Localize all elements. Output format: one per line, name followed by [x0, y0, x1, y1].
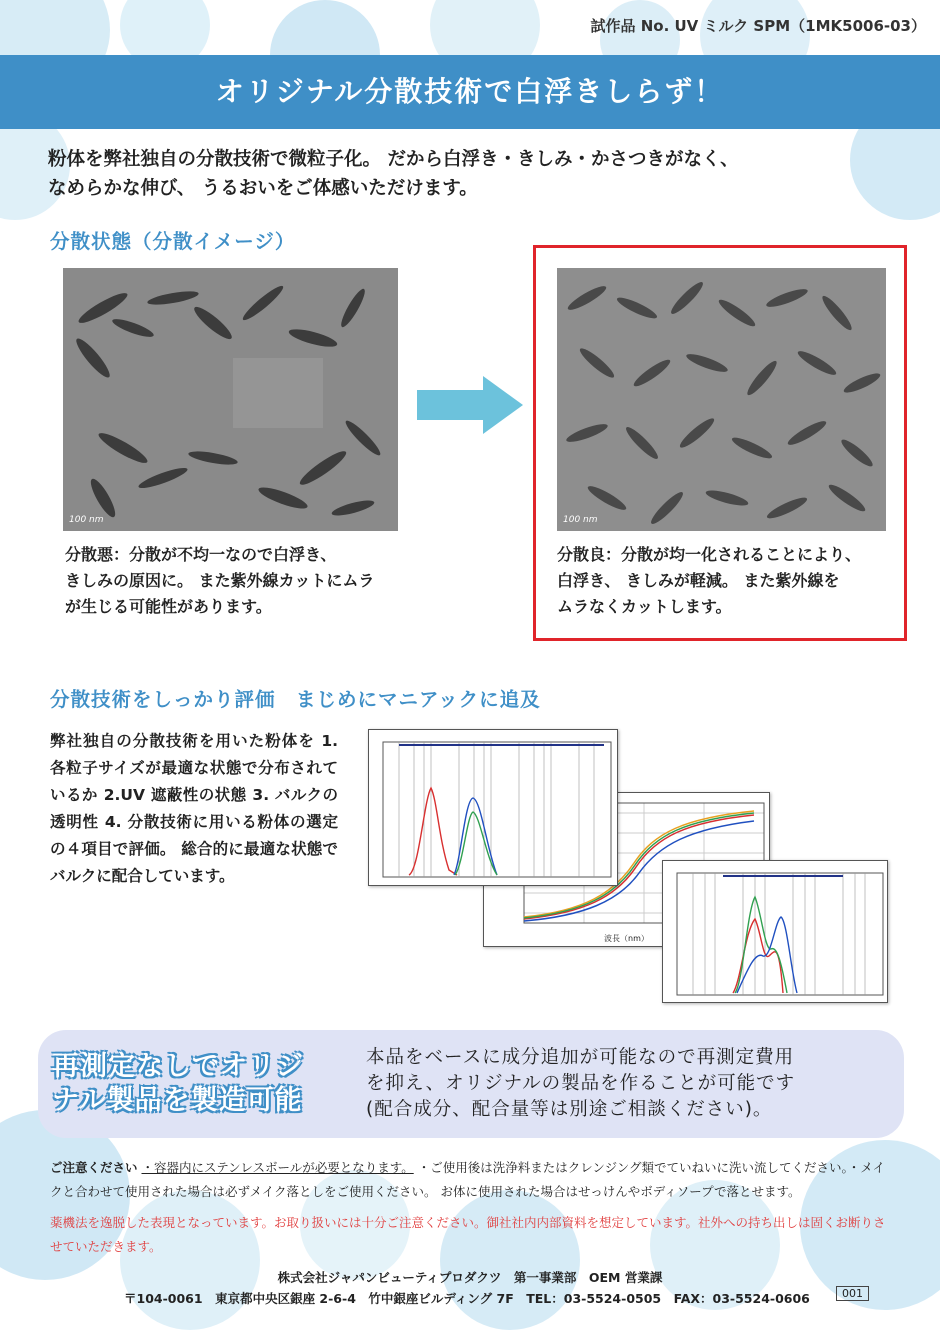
callout-headline — [52, 1050, 352, 1118]
intro-text — [48, 145, 908, 203]
legal-warning: 薬機法を逸脱した表現となっています。お取り扱いには十分ご注意ください。御社社内内部資料を想定しています。社外への持ち出しは固くお断りさせていただきます。 — [50, 1215, 886, 1254]
notes-rest: ・ご使用後は洗浄料またはクレンジング類でていねいに洗い流してください。・メイクと合わせて使用された場合は必ずメイク落としをご使用ください。 お体に使用された場合はせっけんやボディソープで落とせます。 — [50, 1160, 886, 1199]
title-banner — [0, 55, 940, 129]
tem-image-good-dispersion — [557, 268, 886, 531]
callout-text-line-2: を抑え、オリジナルの製品を作ることが可能です — [366, 1073, 796, 1094]
caption-good-line-2: 白浮き、 きしみが軽減。 また紫外線を — [557, 571, 840, 590]
callout-text-line-1: 本品をベースに成分追加が可能なので再測定費用 — [366, 1047, 795, 1068]
caption-good-line-1: 分散良：分散が均一化されることにより、 — [557, 545, 862, 564]
intro-line-1: 粉体を弊社独自の分散技術で微粒子化。 だから白浮き・きしみ・かさつきがなく、 — [48, 149, 739, 170]
company-address: 〒104-0061 東京都中央区銀座 2-6-4 竹中銀座ビルディング 7F TEL：03-5524-0505 FAX：03-5524-0606 — [124, 1291, 810, 1306]
intro-line-2: なめらかな伸び、 うるおいをご体感いただけます。 — [48, 178, 478, 199]
scale-bar-label: 100 nm — [563, 515, 598, 525]
particle-size-plot-1 — [369, 730, 617, 885]
arrow-right-icon — [417, 376, 527, 438]
callout-headline-line-1: 再測定なしでオリジ — [52, 1051, 304, 1082]
company-name: 株式会社ジャパンビューティプロダクツ 第一事業部 OEM 営業課 — [277, 1270, 663, 1285]
caption-bad-line-1: 分散悪：分散が不均一なので白浮き、 — [65, 545, 337, 564]
particle-size-graph-1 — [368, 729, 618, 886]
callout-text — [366, 1045, 896, 1123]
particle-size-graph-2 — [662, 860, 888, 1003]
graph2-xlabel: 波長（nm） — [604, 934, 649, 943]
tem-particles-good — [557, 268, 886, 531]
caption-bad-line-2: きしみの原因に。 また紫外線カットにムラ — [65, 571, 375, 590]
caption-bad-line-3: が生じる可能性があります。 — [65, 597, 272, 616]
caption-good-dispersion — [557, 542, 861, 620]
particle-size-plot-2 — [663, 861, 887, 1002]
caption-bad-dispersion — [65, 542, 374, 620]
page-title: オリジナル分散技術で白浮きしらず！ — [215, 75, 725, 108]
evaluation-description: 弊社独自の分散技術を用いた粉体を 1. 各粒子サイズが最適な状態で分布されているか 2.UV 遮蔽性の状態 3. バルクの透明性 4. 分散技術に用いる粉体の選定 の４項目で評価。 総合的に最適な状態でバルクに配合しています。 — [50, 732, 338, 885]
product-number: 試作品 No. UV ミルク SPM（1MK5006-03） — [590, 17, 926, 35]
page-number: 001 — [836, 1286, 869, 1301]
callout-text-line-3: (配合成分、配合量等は別途ご相談ください)。 — [366, 1099, 773, 1120]
dispersion-section-title: 分散状態（分散イメージ） — [50, 230, 296, 253]
callout-headline-line-2: ナル製品を製造可能 — [52, 1085, 303, 1116]
tem-particles-bad — [63, 268, 398, 531]
tem-image-bad-dispersion — [63, 268, 398, 531]
notes-heading: ご注意ください — [50, 1160, 138, 1175]
caption-good-line-3: ムラなくカットします。 — [557, 597, 732, 616]
notes-item-1: ・容器内にステンレスボールが必要となります。 — [141, 1160, 414, 1175]
usage-notes — [50, 1156, 892, 1204]
evaluation-section-title: 分散技術をしっかり評価 まじめにマニアックに追及 — [50, 688, 541, 711]
scale-bar-label: 100 nm — [69, 515, 104, 525]
